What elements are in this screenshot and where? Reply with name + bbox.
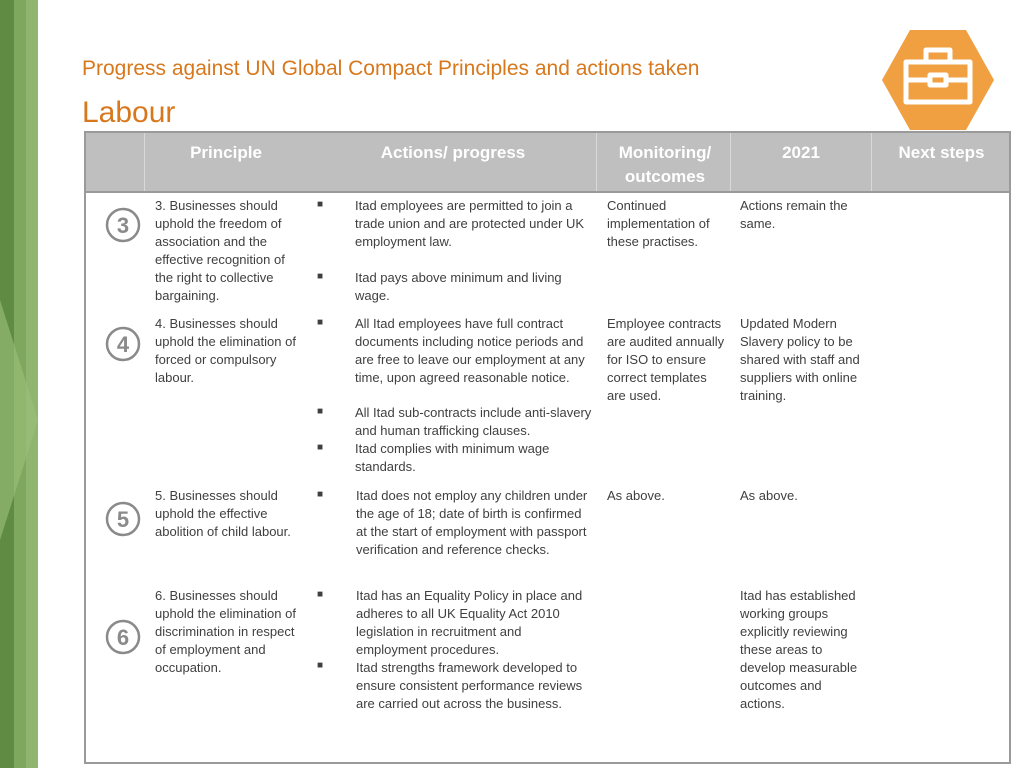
- year-2021-text: Actions remain the same.: [740, 198, 848, 231]
- table-header-row: [86, 133, 1009, 193]
- action-item: Itad strengths framework developed to ensure consistent performance reviews are carried out across the business.: [356, 660, 583, 711]
- year-2021-text: As above.: [740, 488, 798, 503]
- principle-number-3-icon: [105, 207, 141, 243]
- principle-number-5-icon: [105, 501, 141, 537]
- action-item: All Itad employees have full contract documents including notice periods and are free to leave our employment at any time, upon agreed reasonable notice.: [355, 316, 585, 385]
- principle-text: 6. Businesses should uphold the elimination of discrimination in respect of employment and occupation.: [155, 588, 296, 675]
- labour-table: Principle Actions/ progress Monitoring/ outcomes 2021 Next steps 3 3. Businesses should uphold the freedom of association and the effective recognition of the right to collective bargaining. ■ Itad employees are permitted to join a trade union and are protected under UK employment law. ■ Itad pays above minimum and living wage. Continued implementation of these practises. Actions remain the same. 4 4. Businesses should uphold the elimination of forced or compulsory labour. ■ All Itad employees have full contract documents including notice periods and are free to leave our employment at any time, upon agreed reasonable notice. ■ All Itad sub-contracts include anti-slavery and human trafficking clauses. ■ Itad complies with minimum wage standards. Employee contracts are audited annually for ISO to ensure correct templates are used. Updated Modern Slavery policy to be shared with staff and suppliers with online training. 5 5. Businesses should uphold the effective abolition of child labour. ■ Itad does not employ any children under the age of 18; date of birth is confirmed at the start of employment with passport verification and reference checks. As above. As above. 6 6. Businesses should uphold the elimination of discrimination in respect of employment and occupation. ■ Itad has an Equality Policy in place and adheres to all UK Equality Act 2010 legislation in recruitment and employment procedures. ■ Itad strengths framework developed to ensure consistent performance reviews are carried out across the business. Itad has established working groups explicitly reviewing these areas to develop measurable outcomes and actions.: [84, 131, 1011, 764]
- monitoring-text: As above.: [607, 488, 665, 503]
- svg-text:5: 5: [116, 507, 130, 532]
- header-principle: Principle: [190, 143, 262, 162]
- principle-text: 4. Businesses should uphold the elimination of forced or compulsory labour.: [155, 316, 296, 385]
- action-item: All Itad sub-contracts include anti-slavery and human trafficking clauses.: [355, 405, 592, 438]
- page-subtitle: Progress against UN Global Compact Principles and actions taken: [82, 57, 700, 80]
- year-2021-text: Itad has established working groups explicitly reviewing these areas to develop measurable outcomes and actions.: [740, 588, 858, 711]
- principle-text: 5. Businesses should uphold the effective abolition of child labour.: [155, 488, 291, 539]
- monitoring-text: Employee contracts are audited annually for ISO to ensure correct templates are used.: [607, 316, 725, 403]
- monitoring-text: Continued implementation of these practises.: [607, 198, 710, 249]
- principle-number-4-icon: [105, 326, 141, 362]
- briefcase-icon: [880, 28, 996, 132]
- action-item: Itad employees are permitted to join a trade union and are protected under UK employment law.: [355, 198, 585, 249]
- left-decorative-bar: [0, 0, 38, 768]
- page-title: Labour: [82, 96, 176, 129]
- action-item: Itad pays above minimum and living wage.: [355, 270, 562, 303]
- svg-text:3: 3: [116, 213, 130, 238]
- action-item: Itad has an Equality Policy in place and adheres to all UK Equality Act 2010 legislation in recruitment and employment procedures.: [356, 588, 583, 657]
- header-2021: 2021: [782, 143, 820, 162]
- action-item: Itad complies with minimum wage standards.: [355, 441, 550, 474]
- action-item: Itad does not employ any children under the age of 18; date of birth is confirmed at the start of employment with passport verification and reference checks.: [356, 488, 588, 557]
- header-monitoring: Monitoring/ outcomes: [618, 143, 712, 186]
- principle-number-6-icon: [105, 619, 141, 655]
- header-actions: Actions/ progress: [380, 143, 526, 162]
- svg-text:4: 4: [116, 332, 130, 357]
- header-next-steps: Next steps: [898, 143, 985, 162]
- svg-text:6: 6: [116, 625, 130, 650]
- year-2021-text: Updated Modern Slavery policy to be shared with staff and suppliers with online training.: [740, 316, 860, 403]
- principle-text: 3. Businesses should uphold the freedom of association and the effective recognition of the right to collective bargaining.: [155, 198, 285, 303]
